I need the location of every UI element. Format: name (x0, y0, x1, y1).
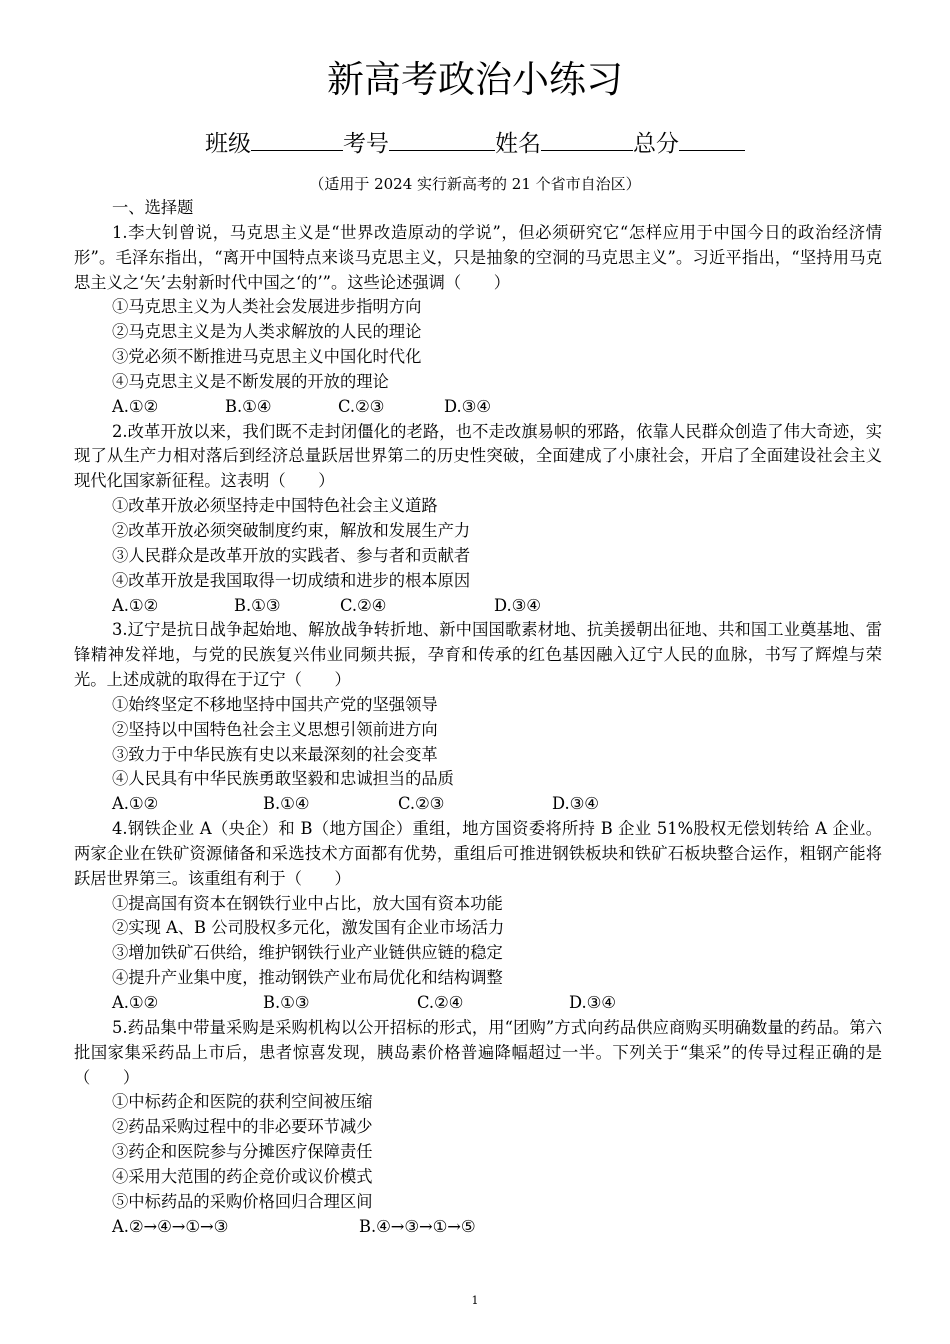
score-blank (679, 124, 745, 151)
statement-option: ③人民群众是改革开放的实践者、参与者和贡献者 (112, 545, 471, 565)
statement-option: ①中标药企和医院的获利空间被压缩 (112, 1092, 373, 1112)
choice-b: B.①③ (263, 993, 310, 1012)
statement-option: ③增加铁矿石供给，维护钢铁行业产业链供应链的稳定 (112, 943, 503, 963)
exam-number-blank (389, 124, 495, 151)
statement-option: ④提升产业集中度，推动钢铁产业布局优化和结构调整 (112, 968, 503, 988)
choice-a: A.①② (112, 595, 159, 615)
statement-option: ②改革开放必须突破制度约束，解放和发展生产力 (112, 520, 471, 540)
question-5 (74, 1016, 882, 1240)
statement-option: ④马克思主义是不断发展的开放的理论 (112, 371, 389, 391)
statement-option: ①提高国有资本在钢铁行业中占比，放大国有资本功能 (112, 893, 503, 913)
statement-option: ③药企和医院参与分摊医疗保障责任 (112, 1142, 373, 1162)
choice-a: A.①② (112, 794, 159, 814)
choice-d: D.③④ (444, 396, 491, 416)
name-label: 姓名 (495, 131, 541, 157)
choice-b: B.①④ (225, 396, 272, 416)
statement-option: ④改革开放是我国取得一切成绩和进步的根本原因 (112, 570, 471, 590)
question-3 (74, 618, 882, 817)
class-label: 班级 (205, 131, 251, 157)
choice-c: C.②④ (340, 595, 387, 615)
statement-option: ④人民具有中华民族勇敢坚毅和忠诚担当的品质 (112, 769, 454, 789)
subtitle: （适用于 2024 实行新高考的 21 个省市自治区） (309, 175, 641, 193)
statement-option: ②坚持以中国特色社会主义思想引领前进方向 (112, 719, 438, 739)
statement-option: ②药品采购过程中的非必要环节减少 (112, 1117, 373, 1137)
statement-option: ①马克思主义为人类社会发展进步指明方向 (112, 297, 422, 317)
page-number: 1 (471, 1294, 479, 1307)
statement-option: ②马克思主义是为人类求解放的人民的理论 (112, 322, 422, 342)
name-blank (541, 124, 633, 151)
score-label: 总分 (633, 131, 679, 157)
answer-choices (74, 1215, 882, 1240)
statement-option: ①始终坚定不移地坚持中国共产党的坚强领导 (112, 694, 438, 714)
student-info-line (0, 124, 950, 162)
choice-d: D.③④ (552, 794, 599, 814)
choice-d: D.③④ (569, 993, 616, 1012)
question-2 (74, 420, 882, 619)
question-stem: 2.改革开放以来，我们既不走封闭僵化的老路，也不走改旗易帜的邪路，依靠人民群众创造了伟大奇迹，实现了从生产力相对落后到经济总量跃居世界第二的历史性突破，全面建成了小康社会，开启了全面建设社会主义现代化国家新征程。这表明（ ） (74, 421, 882, 491)
question-1 (74, 221, 882, 420)
choice-c: C.②④ (417, 993, 464, 1012)
choice-b: B.①③ (234, 595, 281, 615)
choice-b: B.④→③→①→⑤ (359, 1216, 476, 1236)
choice-c: C.②③ (398, 794, 445, 814)
section-heading: 一、选择题 (112, 198, 194, 217)
answer-choices (74, 792, 882, 817)
exam-content (74, 196, 882, 1239)
statement-option: ②实现 A、B 公司股权多元化，激发国有企业市场活力 (112, 918, 505, 938)
choice-d: D.③④ (494, 595, 541, 615)
choice-b: B.①④ (263, 794, 310, 814)
statement-option: ①改革开放必须坚持走中国特色社会主义道路 (112, 496, 438, 516)
class-blank (251, 124, 343, 151)
statement-option: ③党必须不断推进马克思主义中国化时代化 (112, 347, 422, 367)
answer-choices (74, 594, 882, 619)
choice-a: A.①② (112, 993, 159, 1012)
answer-choices (74, 991, 882, 1016)
choice-c: C.②③ (338, 396, 385, 416)
question-stem: 5.药品集中带量采购是采购机构以公开招标的形式，用“团购”方式向药品供应商购买明确数量的药品。第六批国家集采药品上市后，患者惊喜发现，胰岛素价格普遍降幅超过一半。下列关于“集采”的传导过程正确的是（ ） (74, 1017, 882, 1087)
statement-option: ④采用大范围的药企竞价或议价模式 (112, 1166, 373, 1186)
statement-option: ⑤中标药品的采购价格回归合理区间 (112, 1191, 373, 1211)
answer-choices (74, 395, 882, 420)
choice-a: A.②→④→①→③ (112, 1216, 229, 1236)
question-stem: 4.钢铁企业 A（央企）和 B（地方国企）重组，地方国资委将所持 B 企业 51%股权无偿划转给 A 企业。两家企业在铁矿资源储备和采选技术方面都有优势，重组后可推进钢铁板块和铁矿石板块整合运作，粗钢产能将跃居世界第三。该重组有利于（ ） (74, 819, 882, 888)
exam-number-label: 考号 (343, 131, 389, 157)
question-4 (74, 817, 882, 1016)
statement-option: ③致力于中华民族有史以来最深刻的社会变革 (112, 744, 438, 764)
choice-a: A.①② (112, 396, 159, 416)
page-title: 新高考政治小练习 (327, 58, 623, 101)
question-stem: 3.辽宁是抗日战争起始地、解放战争转折地、新中国国歌素材地、抗美援朝出征地、共和国工业奠基地、雷锋精神发祥地，与党的民族复兴伟业同频共振，孕育和传承的红色基因融入辽宁人民的血脉，书写了辉煌与荣光。上述成就的取得在于辽宁（ ） (74, 620, 882, 690)
question-stem: 1.李大钊曾说，马克思主义是“世界改造原动的学说”，但必须研究它“怎样应用于中国今日的政治经济情形”。毛泽东指出，“离开中国特点来谈马克思主义，只是抽象的空洞的马克思主义”。习近平指出，“坚持用马克思主义之‘矢’去射新时代中国之‘的’”。这些论述强调（ ） (74, 222, 882, 292)
